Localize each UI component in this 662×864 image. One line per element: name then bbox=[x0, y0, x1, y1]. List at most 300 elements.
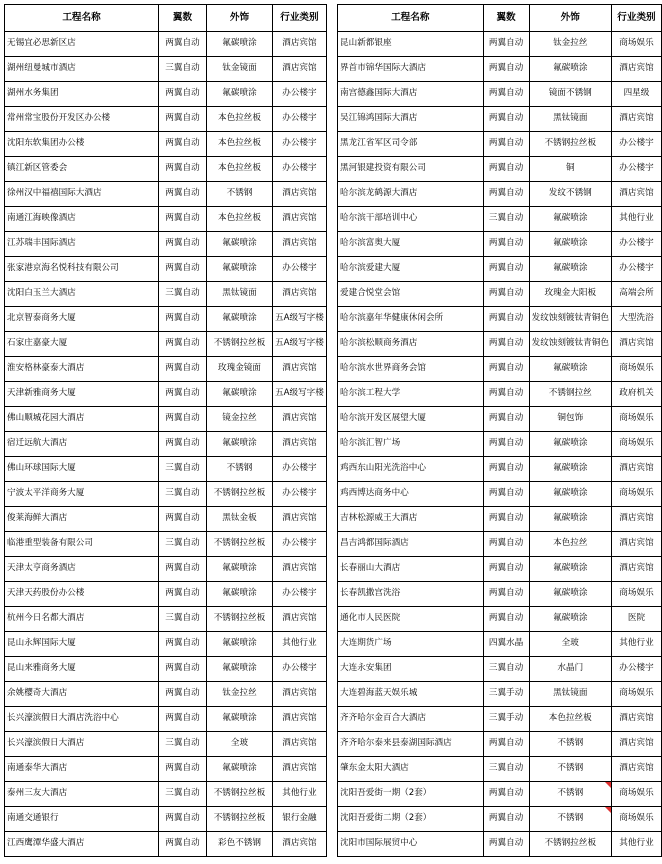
project-name-cell: 鸡西博达商务中心 bbox=[338, 482, 484, 507]
finish-cell: 不锈钢 bbox=[529, 732, 611, 757]
project-name-cell: 沈阳市国际展贸中心 bbox=[338, 832, 484, 857]
finish-cell: 玫瑰金镜面 bbox=[207, 357, 273, 382]
industry-cell: 办公楼宇 bbox=[611, 232, 661, 257]
finish-cell: 不锈钢拉丝板 bbox=[529, 132, 611, 157]
wing-count-cell: 两翼自动 bbox=[483, 182, 529, 207]
wing-count-cell: 两翼自动 bbox=[483, 107, 529, 132]
industry-cell: 酒店宾馆 bbox=[273, 507, 327, 532]
table-row bbox=[338, 182, 662, 207]
finish-cell: 氟碳喷涂 bbox=[207, 432, 273, 457]
table-row bbox=[5, 807, 327, 832]
finish-cell: 本色拉丝板 bbox=[207, 207, 273, 232]
industry-cell: 酒店宾馆 bbox=[273, 432, 327, 457]
wing-count-cell: 三翼自动 bbox=[159, 57, 207, 82]
table-row bbox=[5, 682, 327, 707]
project-name-cell: 宿迁远航大酒店 bbox=[5, 432, 159, 457]
industry-cell: 办公楼宇 bbox=[273, 132, 327, 157]
wing-count-cell: 三翼自动 bbox=[159, 732, 207, 757]
table-row bbox=[5, 132, 327, 157]
project-name-cell: 南通江海映像酒店 bbox=[5, 207, 159, 232]
table-row bbox=[338, 307, 662, 332]
finish-cell: 不锈钢 bbox=[207, 182, 273, 207]
industry-cell: 酒店宾馆 bbox=[611, 557, 661, 582]
industry-cell: 大型洗浴 bbox=[611, 307, 661, 332]
wing-count-cell: 两翼自动 bbox=[159, 357, 207, 382]
industry-cell: 五A级写字楼 bbox=[273, 332, 327, 357]
project-name-cell: 长春丽山大酒店 bbox=[338, 557, 484, 582]
wing-count-cell: 两翼自动 bbox=[483, 832, 529, 857]
wing-count-cell: 两翼自动 bbox=[159, 632, 207, 657]
table-row bbox=[338, 132, 662, 157]
table-row bbox=[338, 657, 662, 682]
industry-cell: 办公楼宇 bbox=[611, 157, 661, 182]
wing-count-cell: 两翼自动 bbox=[483, 607, 529, 632]
project-name-cell: 天津太亨商务酒店 bbox=[5, 557, 159, 582]
table-row bbox=[5, 332, 327, 357]
table-row bbox=[5, 57, 327, 82]
industry-cell: 酒店宾馆 bbox=[273, 32, 327, 57]
finish-cell: 发纹不锈钢 bbox=[529, 182, 611, 207]
project-name-cell: 石家庄嘉豪大厦 bbox=[5, 332, 159, 357]
industry-cell: 酒店宾馆 bbox=[273, 557, 327, 582]
table-row bbox=[338, 457, 662, 482]
project-name-cell: 昌吉鸿都国际酒店 bbox=[338, 532, 484, 557]
table-row bbox=[338, 432, 662, 457]
table-row bbox=[5, 32, 327, 57]
wing-count-cell: 两翼自动 bbox=[159, 407, 207, 432]
wing-count-cell: 两翼自动 bbox=[159, 757, 207, 782]
project-name-cell: 哈尔滨松顺商务酒店 bbox=[338, 332, 484, 357]
industry-cell: 酒店宾馆 bbox=[273, 757, 327, 782]
wing-count-cell: 两翼自动 bbox=[159, 232, 207, 257]
wing-count-cell: 两翼自动 bbox=[159, 557, 207, 582]
finish-cell: 钛金镜面 bbox=[207, 57, 273, 82]
wing-count-cell: 三翼手动 bbox=[483, 682, 529, 707]
finish-cell: 氟碳喷涂 bbox=[529, 357, 611, 382]
table-row bbox=[338, 832, 662, 857]
project-name-cell: 爱建合悦堂会馆 bbox=[338, 282, 484, 307]
finish-cell: 不锈钢拉丝板 bbox=[529, 832, 611, 857]
project-name-cell: 吉林松源威王大酒店 bbox=[338, 507, 484, 532]
header-wing-count: 翼数 bbox=[483, 5, 529, 32]
header-finish: 外饰 bbox=[529, 5, 611, 32]
wing-count-cell: 两翼自动 bbox=[159, 157, 207, 182]
project-name-cell: 淮安格林豪泰大酒店 bbox=[5, 357, 159, 382]
wing-count-cell: 两翼自动 bbox=[159, 307, 207, 332]
industry-cell: 酒店宾馆 bbox=[611, 757, 661, 782]
table-row bbox=[338, 32, 662, 57]
table-row bbox=[338, 382, 662, 407]
wing-count-cell: 两翼自动 bbox=[483, 357, 529, 382]
industry-cell: 其他行业 bbox=[611, 632, 661, 657]
project-name-cell: 沈阳白玉兰大酒店 bbox=[5, 282, 159, 307]
project-name-cell: 哈尔滨水世界商务会馆 bbox=[338, 357, 484, 382]
wing-count-cell: 两翼自动 bbox=[483, 782, 529, 807]
finish-cell: 本色拉丝板 bbox=[207, 157, 273, 182]
wing-count-cell: 三翼自动 bbox=[159, 282, 207, 307]
industry-cell: 商场娱乐 bbox=[611, 432, 661, 457]
project-name-cell: 湖州水务集团 bbox=[5, 82, 159, 107]
finish-cell: 全玻 bbox=[529, 632, 611, 657]
industry-cell: 酒店宾馆 bbox=[611, 457, 661, 482]
project-name-cell: 北京智泰商务大厦 bbox=[5, 307, 159, 332]
project-name-cell: 鸡西东山阳光洗浴中心 bbox=[338, 457, 484, 482]
table-row bbox=[338, 407, 662, 432]
finish-cell: 不锈钢 bbox=[529, 782, 611, 807]
table-row bbox=[338, 207, 662, 232]
wing-count-cell: 两翼自动 bbox=[159, 332, 207, 357]
industry-cell: 商场娱乐 bbox=[611, 407, 661, 432]
project-name-cell: 昆山来雅商务大厦 bbox=[5, 657, 159, 682]
industry-cell: 其他行业 bbox=[273, 782, 327, 807]
header-industry: 行业类别 bbox=[611, 5, 661, 32]
industry-cell: 其他行业 bbox=[611, 832, 661, 857]
finish-cell: 黑钛金板 bbox=[207, 507, 273, 532]
project-name-cell: 肇东金太阳大酒店 bbox=[338, 757, 484, 782]
project-name-cell: 余姚樱奇大酒店 bbox=[5, 682, 159, 707]
finish-cell: 不锈钢 bbox=[529, 807, 611, 832]
table-row bbox=[338, 57, 662, 82]
wing-count-cell: 三翼自动 bbox=[159, 782, 207, 807]
project-name-cell: 天津天药股份办公楼 bbox=[5, 582, 159, 607]
table-row bbox=[338, 107, 662, 132]
wing-count-cell: 两翼自动 bbox=[159, 382, 207, 407]
table-row bbox=[338, 807, 662, 832]
table-row bbox=[338, 357, 662, 382]
project-name-cell: 通化市人民医院 bbox=[338, 607, 484, 632]
wing-count-cell: 两翼自动 bbox=[159, 507, 207, 532]
finish-cell: 氟碳喷涂 bbox=[207, 382, 273, 407]
project-name-cell: 佛山顺城花园大酒店 bbox=[5, 407, 159, 432]
industry-cell: 五A级写字楼 bbox=[273, 307, 327, 332]
table-row bbox=[5, 557, 327, 582]
industry-cell: 办公楼宇 bbox=[273, 482, 327, 507]
industry-cell: 酒店宾馆 bbox=[611, 107, 661, 132]
wing-count-cell: 两翼自动 bbox=[483, 332, 529, 357]
wing-count-cell: 两翼自动 bbox=[159, 182, 207, 207]
industry-cell: 商场娱乐 bbox=[611, 357, 661, 382]
table-row bbox=[338, 507, 662, 532]
finish-cell: 氟碳喷涂 bbox=[529, 57, 611, 82]
industry-cell: 办公楼宇 bbox=[273, 582, 327, 607]
industry-cell: 酒店宾馆 bbox=[611, 332, 661, 357]
wing-count-cell: 三翼自动 bbox=[159, 482, 207, 507]
industry-cell: 酒店宾馆 bbox=[611, 507, 661, 532]
industry-cell: 其他行业 bbox=[273, 632, 327, 657]
industry-cell: 酒店宾馆 bbox=[273, 832, 327, 857]
project-name-cell: 湖州纽曼城市酒店 bbox=[5, 57, 159, 82]
wing-count-cell: 三翼自动 bbox=[159, 607, 207, 632]
wing-count-cell: 两翼自动 bbox=[159, 257, 207, 282]
project-name-cell: 江苏瑞丰国际酒店 bbox=[5, 232, 159, 257]
table-row bbox=[5, 182, 327, 207]
finish-cell: 不锈钢拉丝板 bbox=[207, 532, 273, 557]
industry-cell: 酒店宾馆 bbox=[611, 57, 661, 82]
table-row bbox=[338, 607, 662, 632]
wing-count-cell: 两翼自动 bbox=[483, 157, 529, 182]
finish-cell: 钛金拉丝 bbox=[207, 682, 273, 707]
finish-cell: 氟碳喷涂 bbox=[529, 557, 611, 582]
finish-cell: 氟碳喷涂 bbox=[529, 607, 611, 632]
finish-cell: 氟碳喷涂 bbox=[207, 707, 273, 732]
project-name-cell: 俊莱海鲜大酒店 bbox=[5, 507, 159, 532]
project-name-cell: 南宫德鑫国际大酒店 bbox=[338, 82, 484, 107]
project-name-cell: 张家港京海名悦科技有限公司 bbox=[5, 257, 159, 282]
wing-count-cell: 两翼自动 bbox=[159, 682, 207, 707]
table-row bbox=[338, 82, 662, 107]
wing-count-cell: 两翼自动 bbox=[159, 832, 207, 857]
wing-count-cell: 两翼自动 bbox=[483, 282, 529, 307]
table-row bbox=[5, 282, 327, 307]
table-row bbox=[338, 332, 662, 357]
wing-count-cell: 两翼自动 bbox=[483, 532, 529, 557]
finish-cell: 氟碳喷涂 bbox=[529, 207, 611, 232]
left-project-table bbox=[4, 4, 327, 857]
project-name-cell: 界首市锦华国际大酒店 bbox=[338, 57, 484, 82]
table-row bbox=[5, 357, 327, 382]
wing-count-cell: 三翼自动 bbox=[483, 207, 529, 232]
industry-cell: 酒店宾馆 bbox=[611, 732, 661, 757]
project-name-cell: 江西鹰潭华盛大酒店 bbox=[5, 832, 159, 857]
industry-cell: 办公楼宇 bbox=[273, 157, 327, 182]
table-row bbox=[338, 732, 662, 757]
industry-cell: 办公楼宇 bbox=[273, 532, 327, 557]
table-row bbox=[5, 407, 327, 432]
project-name-cell: 哈尔滨嘉年华健康休闲会所 bbox=[338, 307, 484, 332]
finish-cell: 氟碳喷涂 bbox=[207, 632, 273, 657]
finish-cell: 氟碳喷涂 bbox=[529, 232, 611, 257]
table-row bbox=[5, 207, 327, 232]
table-row bbox=[5, 657, 327, 682]
industry-cell: 办公楼宇 bbox=[273, 657, 327, 682]
wing-count-cell: 三翼自动 bbox=[483, 657, 529, 682]
table-row bbox=[5, 632, 327, 657]
finish-cell: 氟碳喷涂 bbox=[529, 432, 611, 457]
wing-count-cell: 三翼自动 bbox=[159, 532, 207, 557]
project-name-cell: 哈尔滨汇智广场 bbox=[338, 432, 484, 457]
right-table-body bbox=[338, 32, 662, 857]
wing-count-cell: 两翼自动 bbox=[483, 57, 529, 82]
project-name-cell: 齐齐哈尔泰来县泰湖国际酒店 bbox=[338, 732, 484, 757]
table-row bbox=[5, 757, 327, 782]
project-name-cell: 哈尔滨工程大学 bbox=[338, 382, 484, 407]
industry-cell: 商场娱乐 bbox=[611, 582, 661, 607]
table-row bbox=[5, 832, 327, 857]
finish-cell: 不锈钢 bbox=[529, 757, 611, 782]
finish-cell: 全玻 bbox=[207, 732, 273, 757]
project-name-cell: 南通泰华大酒店 bbox=[5, 757, 159, 782]
wing-count-cell: 两翼自动 bbox=[159, 132, 207, 157]
finish-cell: 不锈钢拉丝板 bbox=[207, 782, 273, 807]
industry-cell: 高端会所 bbox=[611, 282, 661, 307]
wing-count-cell: 三翼自动 bbox=[159, 457, 207, 482]
finish-cell: 氟碳喷涂 bbox=[207, 657, 273, 682]
table-header-row bbox=[5, 5, 327, 32]
header-project-name: 工程名称 bbox=[5, 5, 159, 32]
industry-cell: 办公楼宇 bbox=[611, 257, 661, 282]
finish-cell: 彩色不锈钢 bbox=[207, 832, 273, 857]
table-row bbox=[5, 532, 327, 557]
finish-cell: 氟碳喷涂 bbox=[207, 232, 273, 257]
finish-cell: 不锈钢拉丝板 bbox=[207, 482, 273, 507]
wing-count-cell: 两翼自动 bbox=[159, 657, 207, 682]
industry-cell: 酒店宾馆 bbox=[273, 182, 327, 207]
project-name-cell: 齐齐哈尔金百合大酒店 bbox=[338, 707, 484, 732]
finish-cell: 黑钛镜面 bbox=[529, 682, 611, 707]
wing-count-cell: 两翼自动 bbox=[483, 407, 529, 432]
finish-cell: 氟碳喷涂 bbox=[529, 507, 611, 532]
industry-cell: 政府机关 bbox=[611, 382, 661, 407]
left-table-body bbox=[5, 32, 327, 857]
wing-count-cell: 两翼自动 bbox=[159, 807, 207, 832]
project-name-cell: 大连永安集团 bbox=[338, 657, 484, 682]
table-row bbox=[5, 507, 327, 532]
right-project-table bbox=[337, 4, 662, 857]
project-name-cell: 天津新雅商务大厦 bbox=[5, 382, 159, 407]
wing-count-cell: 两翼自动 bbox=[159, 82, 207, 107]
wing-count-cell: 两翼自动 bbox=[483, 432, 529, 457]
finish-cell: 本色拉丝板 bbox=[207, 132, 273, 157]
industry-cell: 五A级写字楼 bbox=[273, 382, 327, 407]
table-row bbox=[5, 432, 327, 457]
table-row bbox=[5, 732, 327, 757]
finish-cell: 氟碳喷涂 bbox=[207, 32, 273, 57]
industry-cell: 酒店宾馆 bbox=[611, 182, 661, 207]
table-row bbox=[338, 557, 662, 582]
table-row bbox=[338, 707, 662, 732]
project-name-cell: 南通交通银行 bbox=[5, 807, 159, 832]
wing-count-cell: 两翼自动 bbox=[483, 82, 529, 107]
finish-cell: 镜金拉丝 bbox=[207, 407, 273, 432]
finish-cell: 玫瑰金大阳板 bbox=[529, 282, 611, 307]
finish-cell: 本色拉丝 bbox=[529, 532, 611, 557]
wing-count-cell: 两翼自动 bbox=[483, 732, 529, 757]
wing-count-cell: 两翼自动 bbox=[159, 707, 207, 732]
wing-count-cell: 两翼自动 bbox=[483, 32, 529, 57]
table-row bbox=[338, 782, 662, 807]
finish-cell: 本色拉丝板 bbox=[207, 107, 273, 132]
finish-cell: 不锈钢 bbox=[207, 457, 273, 482]
table-row bbox=[5, 307, 327, 332]
table-row bbox=[338, 682, 662, 707]
wing-count-cell: 两翼自动 bbox=[483, 382, 529, 407]
project-name-cell: 大连期货广场 bbox=[338, 632, 484, 657]
industry-cell: 商场娱乐 bbox=[611, 682, 661, 707]
wing-count-cell: 两翼自动 bbox=[159, 432, 207, 457]
project-name-cell: 黑河银建投资有限公司 bbox=[338, 157, 484, 182]
industry-cell: 酒店宾馆 bbox=[273, 682, 327, 707]
finish-cell: 不锈钢拉丝板 bbox=[207, 332, 273, 357]
industry-cell: 办公楼宇 bbox=[611, 132, 661, 157]
project-name-cell: 泰州三友大酒店 bbox=[5, 782, 159, 807]
header-project-name: 工程名称 bbox=[338, 5, 484, 32]
wing-count-cell: 四翼水晶 bbox=[483, 632, 529, 657]
industry-cell: 酒店宾馆 bbox=[273, 232, 327, 257]
finish-cell: 氟碳喷涂 bbox=[529, 582, 611, 607]
table-row bbox=[338, 532, 662, 557]
finish-cell: 黑钛镜面 bbox=[207, 282, 273, 307]
table-row bbox=[5, 782, 327, 807]
project-name-cell: 沈阳东软集团办公楼 bbox=[5, 132, 159, 157]
industry-cell: 酒店宾馆 bbox=[273, 57, 327, 82]
finish-cell: 氟碳喷涂 bbox=[207, 257, 273, 282]
project-name-cell: 大连碧海蓝天娱乐城 bbox=[338, 682, 484, 707]
finish-cell: 钛金拉丝 bbox=[529, 32, 611, 57]
finish-cell: 镜面不锈钢 bbox=[529, 82, 611, 107]
finish-cell: 铜包饰 bbox=[529, 407, 611, 432]
table-row bbox=[5, 707, 327, 732]
table-row bbox=[338, 482, 662, 507]
finish-cell: 本色拉丝板 bbox=[529, 707, 611, 732]
finish-cell: 不锈钢拉丝 bbox=[529, 382, 611, 407]
project-name-cell: 杭州今日名都大酒店 bbox=[5, 607, 159, 632]
project-name-cell: 镇江新区管委会 bbox=[5, 157, 159, 182]
project-name-cell: 哈尔滨富奥大厦 bbox=[338, 232, 484, 257]
finish-cell: 氟碳喷涂 bbox=[529, 457, 611, 482]
project-name-cell: 长兴濠滨假日大酒店 bbox=[5, 732, 159, 757]
project-name-cell: 临港重型装备有限公司 bbox=[5, 532, 159, 557]
industry-cell: 其他行业 bbox=[611, 207, 661, 232]
finish-cell: 发纹蚀刻镀钛青铜色 bbox=[529, 332, 611, 357]
table-row bbox=[5, 607, 327, 632]
wing-count-cell: 两翼自动 bbox=[483, 557, 529, 582]
wing-count-cell: 两翼自动 bbox=[159, 107, 207, 132]
industry-cell: 银行金融 bbox=[273, 807, 327, 832]
finish-cell: 氟碳喷涂 bbox=[207, 557, 273, 582]
finish-cell: 黑钛镜面 bbox=[529, 107, 611, 132]
wing-count-cell: 两翼自动 bbox=[483, 232, 529, 257]
project-name-cell: 黑龙江省军区司令部 bbox=[338, 132, 484, 157]
project-name-cell: 哈尔滨干部培训中心 bbox=[338, 207, 484, 232]
finish-cell: 不锈钢拉丝板 bbox=[207, 807, 273, 832]
project-name-cell: 常州常宝股份开发区办公楼 bbox=[5, 107, 159, 132]
industry-cell: 办公楼宇 bbox=[273, 457, 327, 482]
table-row bbox=[5, 382, 327, 407]
table-row bbox=[338, 232, 662, 257]
industry-cell: 酒店宾馆 bbox=[273, 407, 327, 432]
industry-cell: 酒店宾馆 bbox=[273, 607, 327, 632]
finish-cell: 氟碳喷涂 bbox=[529, 482, 611, 507]
project-name-cell: 哈尔滨爱建大厦 bbox=[338, 257, 484, 282]
header-industry: 行业类别 bbox=[273, 5, 327, 32]
finish-cell: 铜 bbox=[529, 157, 611, 182]
industry-cell: 酒店宾馆 bbox=[611, 532, 661, 557]
table-row bbox=[338, 282, 662, 307]
project-name-cell: 沈阳吾爱街一期（2套） bbox=[338, 782, 484, 807]
project-name-cell: 吴江锦鸿国际大酒店 bbox=[338, 107, 484, 132]
table-row bbox=[338, 582, 662, 607]
finish-cell: 氟碳喷涂 bbox=[207, 82, 273, 107]
table-row bbox=[5, 232, 327, 257]
project-name-cell: 昆山永辉国际大厦 bbox=[5, 632, 159, 657]
wing-count-cell: 三翼自动 bbox=[483, 757, 529, 782]
finish-cell: 氟碳喷涂 bbox=[207, 582, 273, 607]
industry-cell: 酒店宾馆 bbox=[273, 207, 327, 232]
industry-cell: 酒店宾馆 bbox=[273, 707, 327, 732]
wing-count-cell: 三翼手动 bbox=[483, 707, 529, 732]
table-row bbox=[5, 107, 327, 132]
table-row bbox=[5, 457, 327, 482]
table-row bbox=[5, 482, 327, 507]
industry-cell: 商场娱乐 bbox=[611, 32, 661, 57]
project-name-cell: 长春凯撒宫洗浴 bbox=[338, 582, 484, 607]
industry-cell: 商场娱乐 bbox=[611, 807, 661, 832]
industry-cell: 酒店宾馆 bbox=[273, 282, 327, 307]
wing-count-cell: 两翼自动 bbox=[483, 482, 529, 507]
table-header-row bbox=[338, 5, 662, 32]
wing-count-cell: 两翼自动 bbox=[483, 507, 529, 532]
project-name-cell: 沈阳吾爱街二期（2套） bbox=[338, 807, 484, 832]
